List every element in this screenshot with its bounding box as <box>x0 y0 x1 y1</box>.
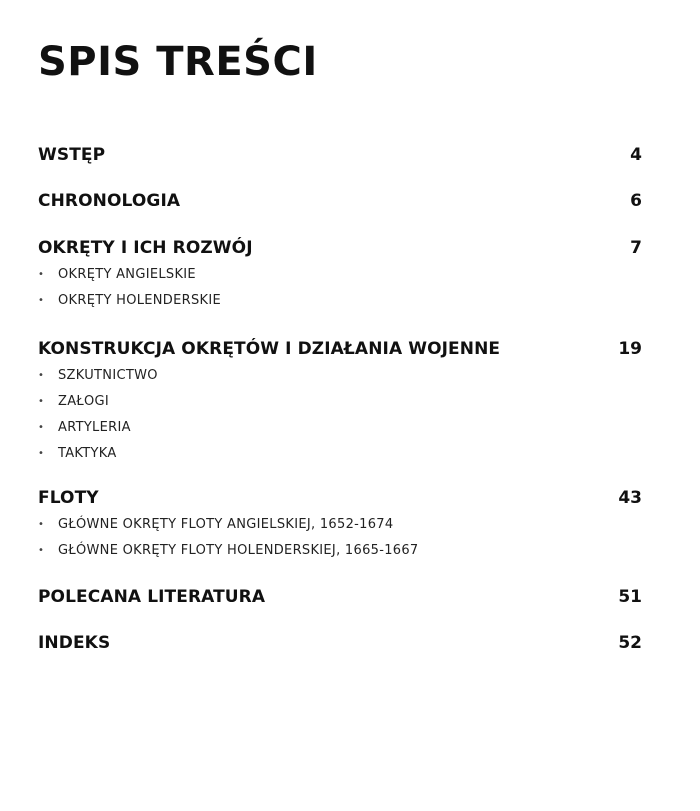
toc-subitem <box>38 363 642 389</box>
toc-heading-row <box>38 236 642 260</box>
toc-heading: POLECANA LITERATURA <box>38 587 266 607</box>
toc-page-number: 19 <box>618 339 642 359</box>
toc-subitem <box>38 288 642 314</box>
toc-heading: WSTĘP <box>38 145 106 165</box>
toc-entry-wstep <box>38 143 642 167</box>
toc-page-number: 52 <box>618 633 642 653</box>
bullet-icon: • <box>38 295 45 306</box>
toc-entry-polecana-literatura <box>38 585 642 609</box>
toc-subitem <box>38 441 642 467</box>
bullet-icon: • <box>38 422 45 433</box>
toc-page-number: 51 <box>618 587 642 607</box>
toc-page-number: 43 <box>618 488 642 508</box>
page-title: SPIS TREŚCI <box>38 39 318 85</box>
toc-heading: INDEKS <box>38 633 111 653</box>
toc-subitems <box>38 512 642 564</box>
bullet-icon: • <box>38 396 45 407</box>
bullet-icon: • <box>38 269 45 280</box>
toc-page-number: 4 <box>630 145 642 165</box>
toc-heading-row <box>38 189 642 213</box>
toc-heading: OKRĘTY I ICH ROZWÓJ <box>38 238 253 258</box>
toc-subitem-label: GŁÓWNE OKRĘTY FLOTY HOLENDERSKIEJ, 1665-1667 <box>58 543 419 558</box>
bullet-icon: • <box>38 370 45 381</box>
toc-heading-row <box>38 143 642 167</box>
toc-subitem <box>38 389 642 415</box>
toc-subitem <box>38 512 642 538</box>
toc-heading-row <box>38 486 642 510</box>
toc-subitem-label: ZAŁOGI <box>58 394 110 409</box>
toc-heading-row <box>38 337 642 361</box>
toc-subitem-label: OKRĘTY ANGIELSKIE <box>58 267 196 282</box>
toc-entry-okrety <box>38 236 642 314</box>
bullet-icon: • <box>38 545 45 556</box>
toc-subitem <box>38 538 642 564</box>
toc-subitem <box>38 415 642 441</box>
toc-subitem-label: ARTYLERIA <box>58 420 131 435</box>
toc-subitem-label: TAKTYKA <box>58 446 117 461</box>
bullet-icon: • <box>38 448 45 459</box>
toc-subitem <box>38 262 642 288</box>
toc-subitem-label: OKRĘTY HOLENDERSKIE <box>58 293 221 308</box>
toc-heading: KONSTRUKCJA OKRĘTÓW I DZIAŁANIA WOJENNE <box>38 339 501 359</box>
toc-subitem-label: SZKUTNICTWO <box>58 368 158 383</box>
toc-subitem-label: GŁÓWNE OKRĘTY FLOTY ANGIELSKIEJ, 1652-1674 <box>58 517 394 532</box>
toc-page-number: 7 <box>630 238 642 258</box>
toc-page-number: 6 <box>630 191 642 211</box>
toc-entry-floty <box>38 486 642 564</box>
toc-heading-row <box>38 631 642 655</box>
toc-entry-chronologia <box>38 189 642 213</box>
toc-heading-row <box>38 585 642 609</box>
toc-subitems <box>38 262 642 314</box>
toc-entry-indeks <box>38 631 642 655</box>
toc-subitems <box>38 363 642 467</box>
bullet-icon: • <box>38 519 45 530</box>
toc-entry-konstrukcja <box>38 337 642 467</box>
toc-heading: FLOTY <box>38 488 99 508</box>
toc-heading: CHRONOLOGIA <box>38 191 181 211</box>
